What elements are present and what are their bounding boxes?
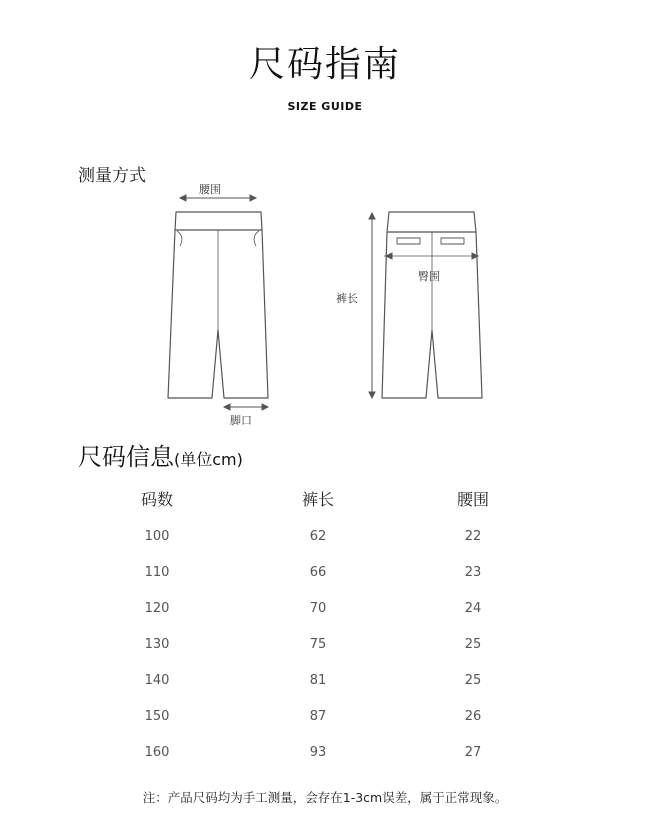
waist-cell: 23 — [464, 565, 482, 580]
size-cell: 120 — [144, 601, 170, 616]
page-subtitle: SIZE GUIDE — [287, 100, 363, 113]
waist-label: 腰围 — [199, 183, 221, 196]
length-label: 裤长 — [336, 292, 358, 305]
pants-front — [168, 212, 268, 398]
table-header — [0, 485, 650, 515]
size-cell: 100 — [144, 529, 170, 544]
length-cell: 93 — [309, 745, 327, 760]
size-cell: 160 — [144, 745, 170, 760]
length-cell: 81 — [309, 673, 327, 688]
table-row — [0, 665, 650, 701]
size-info-heading — [78, 437, 243, 472]
length-cell: 87 — [309, 709, 327, 724]
size-table — [0, 485, 650, 773]
table-row — [0, 557, 650, 593]
waist-cell: 26 — [464, 709, 482, 724]
table-row — [0, 593, 650, 629]
page-title: 尺码指南 — [248, 44, 401, 85]
length-cell: 66 — [309, 565, 327, 580]
hem-label: 脚口 — [230, 414, 252, 427]
size-cell: 130 — [144, 637, 170, 652]
length-arrow — [369, 213, 375, 398]
size-info-title: 尺码信息 — [78, 443, 174, 471]
table-row — [0, 521, 650, 557]
column-header: 码数 — [140, 490, 173, 509]
waist-cell: 25 — [464, 637, 482, 652]
size-cell: 140 — [144, 673, 170, 688]
waist-cell: 22 — [464, 529, 482, 544]
length-cell: 70 — [309, 601, 327, 616]
table-row — [0, 629, 650, 665]
waist-cell: 27 — [464, 745, 482, 760]
hem-arrow — [224, 404, 268, 410]
pants-back — [382, 212, 482, 398]
size-info-unit: (单位cm) — [174, 450, 243, 469]
waist-cell: 24 — [464, 601, 482, 616]
column-header: 裤长 — [301, 490, 334, 509]
table-row — [0, 701, 650, 737]
size-cell: 110 — [144, 565, 170, 580]
measure-method-heading: 测量方式 — [78, 166, 146, 186]
length-cell: 75 — [309, 637, 327, 652]
measurement-note: 注：产品尺码均为手工测量，会存在1-3cm误差，属于正常现象。 — [142, 790, 508, 805]
waist-cell: 25 — [464, 673, 482, 688]
hip-label: 臀围 — [418, 270, 440, 283]
size-cell: 150 — [144, 709, 170, 724]
length-cell: 62 — [309, 529, 327, 544]
table-row — [0, 737, 650, 773]
column-header: 腰围 — [456, 490, 489, 509]
